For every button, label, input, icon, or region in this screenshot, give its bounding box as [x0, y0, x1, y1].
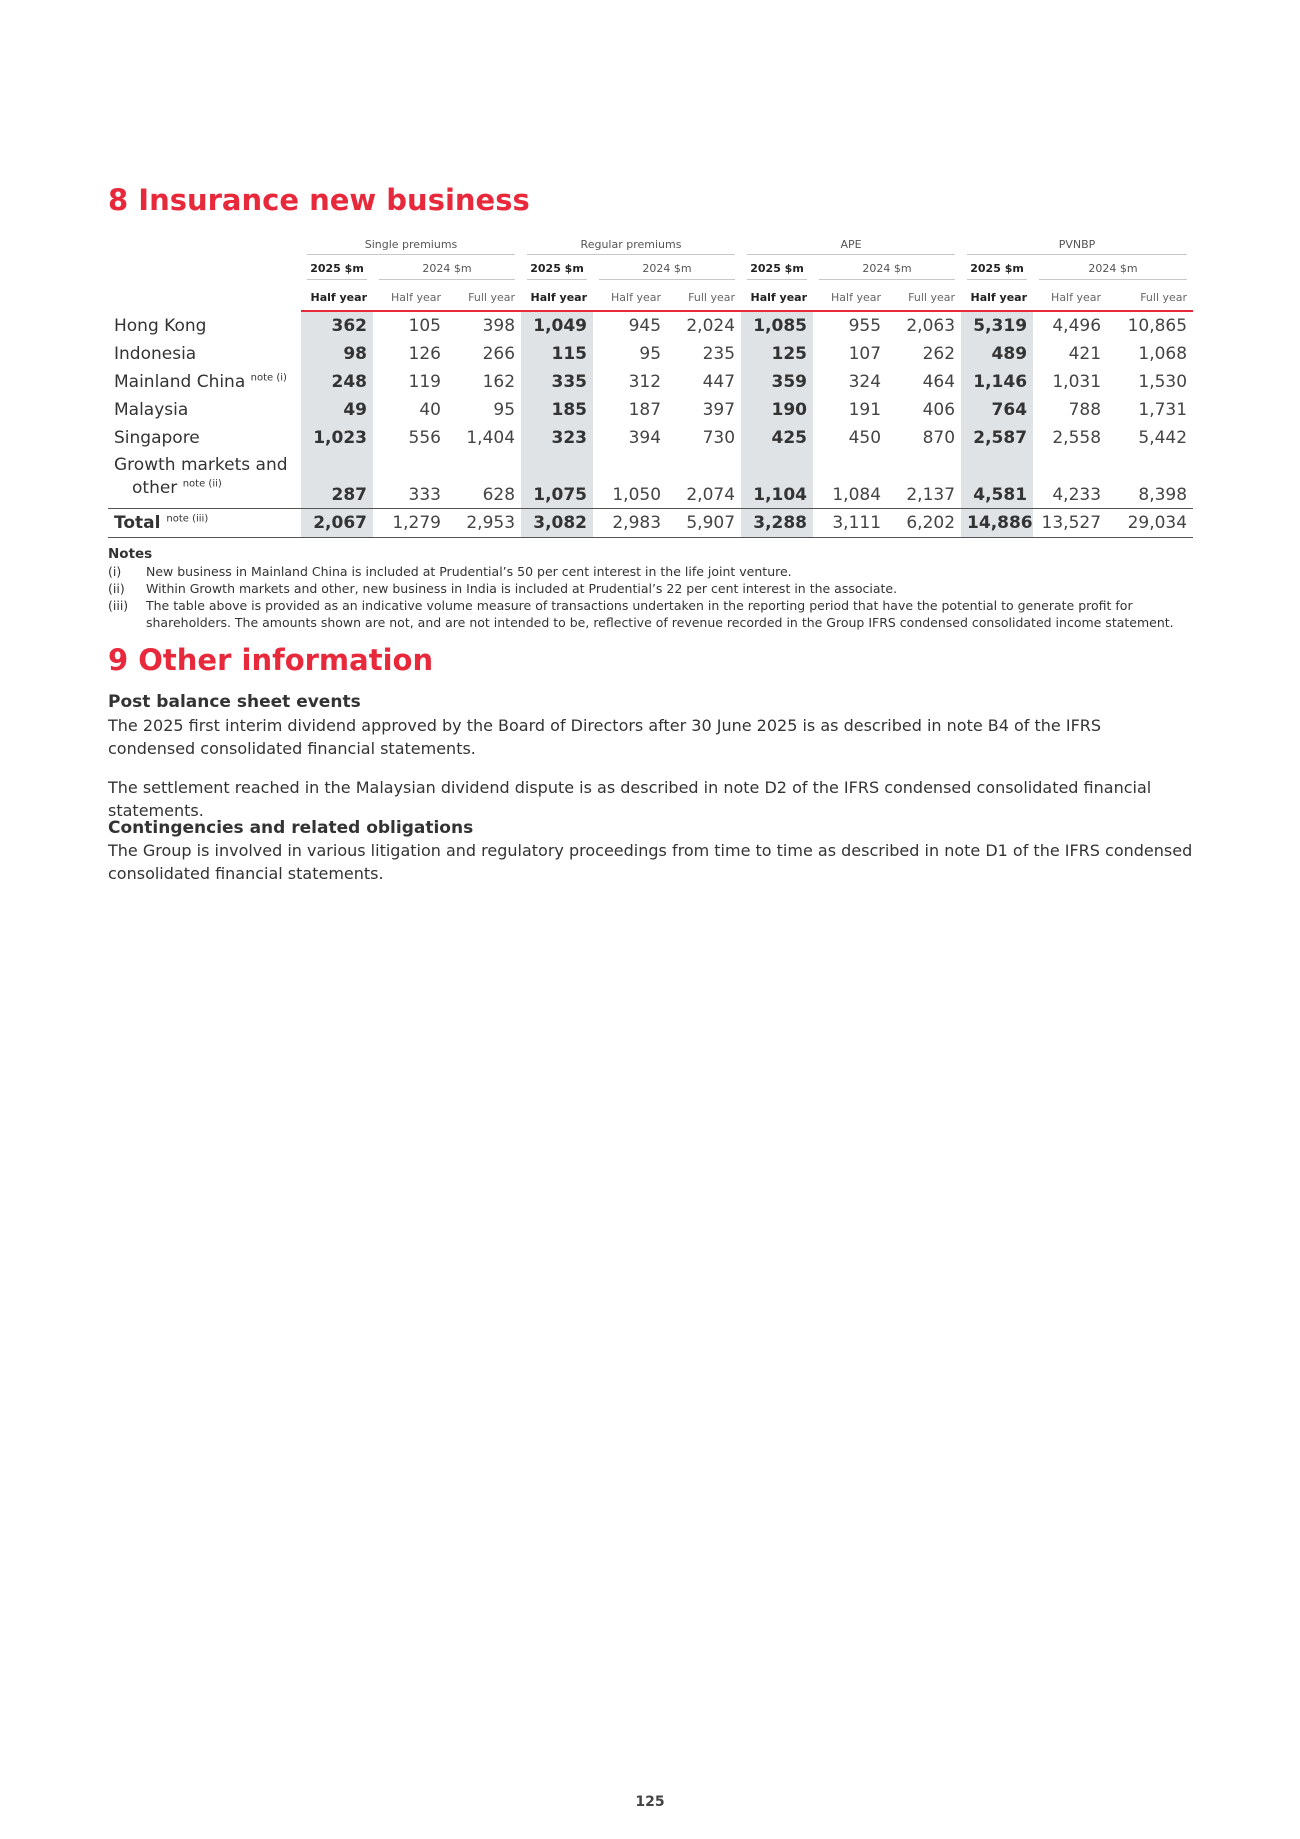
- table-cell: 49: [301, 396, 373, 424]
- table-cell: 13,527: [1033, 509, 1107, 538]
- note-text: The table above is provided as an indicative volume measure of transactions undertaken in the reporting period that have the potential to generate profit for shareholders. The amounts shown are not, and are not intended to be, reflective of revenue recorded in the Group IFRS condensed consolidated income statement.: [146, 598, 1174, 630]
- table-cell: 1,279: [373, 509, 447, 538]
- row-label: Indonesia: [114, 344, 197, 364]
- note-marker: (iii): [108, 598, 129, 613]
- table-cell: 362: [301, 311, 373, 340]
- table-cell: 2,137: [906, 485, 956, 505]
- table-cell: 5,319: [961, 311, 1033, 340]
- table-cell: 2,074: [686, 485, 736, 505]
- table-cell: 235: [702, 344, 736, 364]
- table-cell: 489: [961, 340, 1033, 368]
- table-row-hong-kong: [108, 311, 1193, 340]
- group-header-pvnbp: PVNBP: [961, 236, 1193, 257]
- table-cell: 1,085: [741, 311, 813, 340]
- table-cell: 2,953: [447, 509, 521, 538]
- table-cell: 1,050: [612, 485, 662, 505]
- table-cell: 5,442: [1138, 428, 1188, 448]
- table-cell: 335: [521, 368, 593, 396]
- table-cell: 1,031: [1052, 372, 1102, 392]
- table-cell: 287: [301, 452, 373, 509]
- table-cell: 1,068: [1138, 344, 1188, 364]
- table-cell: 2,024: [686, 316, 736, 336]
- table-cell: 8,398: [1138, 485, 1188, 505]
- period-header-half: Half year: [1033, 285, 1107, 311]
- period-header-full: Full year: [447, 285, 521, 311]
- table-cell: 397: [702, 400, 736, 420]
- table-cell: 115: [521, 340, 593, 368]
- period-header-half: Half year: [741, 285, 813, 311]
- page-number: 125: [635, 1794, 665, 1810]
- table-cell: 2,587: [961, 424, 1033, 452]
- table-cell: 190: [741, 396, 813, 424]
- paragraph-malaysian-dispute: The settlement reached in the Malaysian dividend dispute is as described in note D2 of the IFRS condensed consolidated financial statements.: [108, 778, 1152, 820]
- table-row-indonesia: [108, 340, 1193, 368]
- section-title-insurance-new-business: 8 Insurance new business: [108, 183, 530, 217]
- table-cell: 2,063: [906, 316, 956, 336]
- table-cell: 107: [848, 344, 882, 364]
- year-header-current: 2025 $m: [521, 257, 593, 285]
- table-cell: 394: [628, 428, 662, 448]
- table-notes: [108, 546, 1193, 631]
- subheading-contingencies: Contingencies and related obligations: [108, 818, 474, 838]
- table-cell: 450: [848, 428, 882, 448]
- paragraph-litigation: The Group is involved in various litigation and regulatory proceedings from time to time as described in note D1 of the IFRS condensed consolidated financial statements.: [108, 841, 1193, 883]
- year-header-prior: 2024 $m: [813, 257, 961, 285]
- table-cell: 1,104: [741, 452, 813, 509]
- table-cell: 1,530: [1138, 372, 1188, 392]
- group-header-regular-premiums: Regular premiums: [521, 236, 741, 257]
- row-label: Hong Kong: [114, 315, 207, 336]
- row-label: Total $^{note (iii)}$: [108, 509, 301, 538]
- table-cell: 955: [848, 316, 882, 336]
- table-cell: 1,075: [521, 452, 593, 509]
- table-cell: 2,983: [593, 509, 667, 538]
- table-cell: 5,907: [667, 509, 741, 538]
- table-row-malaysia: [108, 396, 1193, 424]
- note-reference: note (ii): [182, 478, 222, 490]
- period-header-full: Full year: [1107, 285, 1193, 311]
- table-cell: 10,865: [1127, 316, 1188, 336]
- table-cell: 2,067: [301, 509, 373, 538]
- period-header-half: Half year: [961, 285, 1033, 311]
- table-cell: 3,111: [813, 509, 887, 538]
- year-header-current: 2025 $m: [741, 257, 813, 285]
- year-header-prior: 2024 $m: [593, 257, 741, 285]
- table-cell: 312: [628, 372, 662, 392]
- table-cell: 95: [639, 344, 662, 364]
- table-cell: 406: [922, 400, 956, 420]
- note-item: [108, 580, 1193, 597]
- table-cell: 3,288: [741, 509, 813, 538]
- table-cell: 4,233: [1052, 485, 1102, 505]
- table-cell: 398: [482, 316, 516, 336]
- table-cell: 1,731: [1138, 400, 1188, 420]
- table-cell: 4,581: [961, 452, 1033, 509]
- table-cell: 40: [419, 400, 441, 420]
- table-cell: 6,202: [887, 509, 961, 538]
- table-cell: 125: [741, 340, 813, 368]
- table-cell: 162: [482, 372, 516, 392]
- table-cell: 1,404: [466, 428, 516, 448]
- year-header-prior: 2024 $m: [1033, 257, 1193, 285]
- table-cell: 764: [961, 396, 1033, 424]
- table-cell: 1,049: [521, 311, 593, 340]
- table-cell: 870: [922, 428, 956, 448]
- table-row-total: [108, 509, 1193, 538]
- table-cell: 730: [702, 428, 736, 448]
- table-cell: 359: [741, 368, 813, 396]
- period-header-half: Half year: [373, 285, 447, 311]
- section-title-other-information: 9 Other information: [108, 643, 434, 677]
- table-cell: 262: [922, 344, 956, 364]
- paragraph-interim-dividend: The 2025 first interim dividend approved by the Board of Directors after 30 June 2025 is as described in note B4 of the IFRS condensed consolidated financial statements.: [108, 716, 1102, 758]
- row-label: Malaysia: [114, 400, 189, 420]
- note-text: New business in Mainland China is included at Prudential’s 50 per cent interest in the life joint venture.: [146, 564, 792, 579]
- subheading-post-balance-sheet-events: Post balance sheet events: [108, 692, 361, 712]
- table-cell: 266: [482, 344, 516, 364]
- table-cell: 185: [521, 396, 593, 424]
- table-cell: 333: [408, 485, 441, 505]
- table-cell: 324: [848, 372, 882, 392]
- period-header-half: Half year: [521, 285, 593, 311]
- table-cell: 187: [628, 400, 662, 420]
- period-header-half: Half year: [813, 285, 887, 311]
- table-cell: 464: [922, 372, 956, 392]
- period-header-half: Half year: [593, 285, 667, 311]
- table-cell: 788: [1068, 400, 1102, 420]
- table-cell: 126: [408, 344, 441, 364]
- row-label: Growth markets and other $^{note (ii)}$: [114, 455, 288, 498]
- period-header-full: Full year: [667, 285, 741, 311]
- table-cell: 556: [408, 428, 441, 448]
- period-header-half: Half year: [301, 285, 373, 311]
- group-header-single-premiums: Single premiums: [301, 236, 521, 257]
- year-header-current: 2025 $m: [961, 257, 1033, 285]
- table-cell: 628: [482, 485, 516, 505]
- table-cell: 29,034: [1107, 509, 1193, 538]
- table-cell: 105: [408, 316, 441, 336]
- table-cell: 191: [848, 400, 882, 420]
- year-header-current: 2025 $m: [301, 257, 373, 285]
- table-cell: 98: [301, 340, 373, 368]
- table-cell: 1,084: [832, 485, 882, 505]
- table-row-mainland-china: [108, 368, 1193, 396]
- table-row-growth-markets: [108, 452, 1193, 509]
- note-item: [108, 597, 1193, 631]
- table-cell: 95: [493, 400, 516, 420]
- note-reference: note (i): [250, 372, 287, 384]
- table-cell: 1,146: [961, 368, 1033, 396]
- table-cell: 1,023: [301, 424, 373, 452]
- table-row-singapore: [108, 424, 1193, 452]
- table-cell: 421: [1068, 344, 1102, 364]
- group-header-ape: APE: [741, 236, 961, 257]
- table-cell: 14,886: [961, 509, 1033, 538]
- note-marker: (i): [108, 564, 122, 579]
- table-cell: 323: [521, 424, 593, 452]
- table-cell: 4,496: [1052, 316, 1102, 336]
- note-marker: (ii): [108, 581, 125, 596]
- row-label: Mainland China $^{note (i)}$: [114, 372, 287, 392]
- note-item: [108, 563, 1193, 580]
- table-cell: 945: [628, 316, 662, 336]
- table-cell: 3,082: [521, 509, 593, 538]
- row-label: Singapore: [114, 428, 200, 448]
- year-header-prior: 2024 $m: [373, 257, 521, 285]
- table-cell: 119: [408, 372, 441, 392]
- note-text: Within Growth markets and other, new business in India is included at Prudential’s 22 per cent interest in the associate.: [146, 581, 898, 596]
- table-cell: 425: [741, 424, 813, 452]
- notes-heading: Notes: [108, 546, 153, 562]
- table-cell: 2,558: [1052, 428, 1102, 448]
- table-cell: 447: [702, 372, 736, 392]
- note-reference: note (iii): [166, 513, 209, 525]
- insurance-new-business-table: [108, 236, 1193, 538]
- table-cell: 248: [301, 368, 373, 396]
- period-header-full: Full year: [887, 285, 961, 311]
